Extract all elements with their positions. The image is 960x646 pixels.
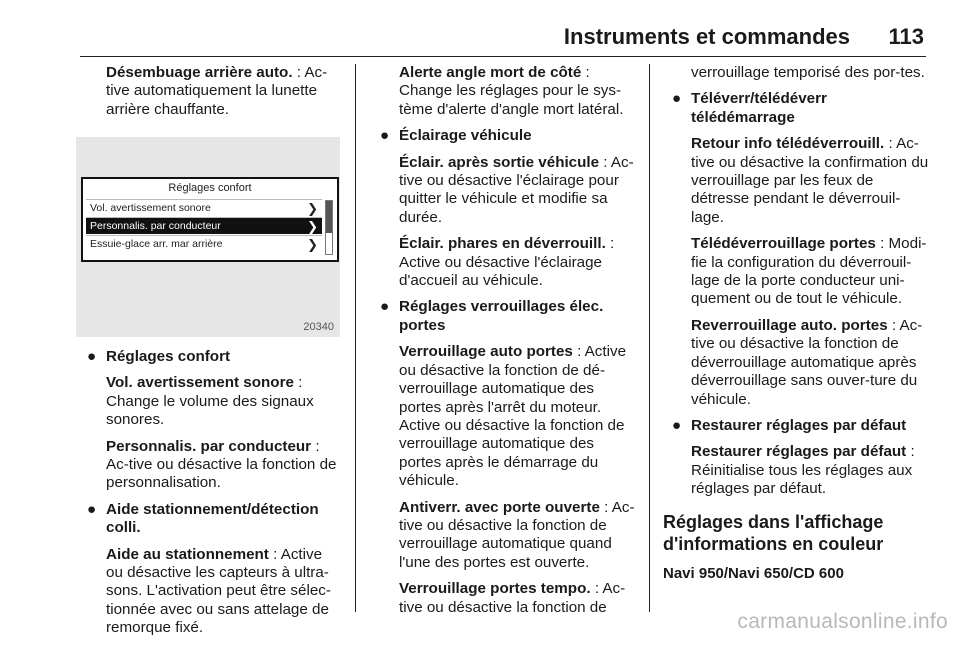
figure-number: 20340: [303, 321, 334, 333]
column-1-lower: [87, 348, 340, 646]
column-divider-2: [649, 64, 650, 612]
bullet-parking-assist: ● Aide stationnement/détection colli.: [87, 500, 319, 537]
subsection-heading: Navi 950/Navi 650/CD 600: [663, 564, 844, 582]
paragraph-delayed-lock: Verrouillage portes tempo. : Ac-tive ou désactive la fonction de: [399, 580, 626, 616]
paragraph-unlock-feedback: Retour info télédéverrouill. : Ac-tive ou désactive la confirmation du verrouillage par les feux de détresse pendant le déverrouil-lage.: [691, 135, 929, 226]
menu-item-volume[interactable]: Vol. avertissement sonore ❯: [86, 199, 322, 216]
bullet-door-locks: ● Réglages verrouillages élec. portes: [380, 298, 604, 334]
scrollbar[interactable]: [325, 200, 333, 255]
column-divider-1: [355, 64, 356, 612]
column-1: [106, 64, 340, 127]
bullet-dot-icon: ●: [672, 90, 682, 108]
bullet-dot-icon: ●: [672, 416, 682, 434]
column-3: [663, 64, 929, 583]
bullet-comfort-settings: ● Réglages confort: [87, 348, 231, 365]
settings-screen-figure: [76, 137, 340, 337]
paragraph-auto-lock: Verrouillage auto portes : Active ou désactive la fonction de dé-verrouillage automatique des portes après l'arrêt du moteur. Active ou désactive la fonction de verrouillage automatique des portes après le démarrage du véhicule.: [399, 343, 627, 490]
scrollbar-thumb[interactable]: [326, 201, 332, 233]
paragraph-rear-defog: Désembuage arrière auto. : Ac-tive automatiquement la lunette arrière chauffante.: [106, 64, 328, 118]
paragraph-parking: Aide au stationnement : Active ou désactive les capteurs à ultra-sons. L'activation peut être sélec-tionnée avec ou sans attelage de remorque fixé.: [106, 545, 331, 637]
paragraph-welcome-lighting: Éclair. phares en déverrouill. : Active ou désactive l'éclairage d'accueil au véhicule.: [399, 235, 615, 290]
page-header: [0, 0, 960, 58]
watermark: carmanualsonline.info: [737, 610, 948, 633]
display-screen: [81, 177, 339, 262]
paragraph-personalization: Personnalis. par conducteur : Ac-tive ou désactive la fonction de personnalisation.: [106, 437, 337, 492]
paragraph-exit-lighting: Éclair. après sortie véhicule : Ac-tive ou désactive l'éclairage pour quitter le véhicule et modifie sa durée.: [399, 153, 634, 226]
chevron-right-icon: ❯: [307, 237, 318, 252]
screen-title: Réglages confort: [168, 182, 252, 194]
paragraph-remote-unlock: Télédéverrouillage portes : Modi-fie la configuration du déverrouil-lage de la porte conducteur uni-quement ou de tout le véhicule.: [691, 235, 927, 308]
section-title: Instruments et commandes: [563, 24, 850, 49]
bullet-dot-icon: ●: [380, 298, 390, 316]
bullet-vehicle-lighting: ● Éclairage véhicule: [380, 127, 532, 145]
paragraph-blind-spot: Alerte angle mort de côté : Change les réglages pour le sys-tème d'alerte d'angle mort latéral.: [399, 64, 624, 118]
bullet-remote-lock: ● Téléverr/télédéverr télédémarrage: [672, 90, 827, 126]
section-heading: Réglages dans l'affichage d'informations en couleur: [663, 511, 884, 554]
chevron-right-icon: ❯: [307, 201, 318, 216]
paragraph-auto-relock: Reverrouillage auto. portes : Ac-tive ou désactive la fonction de déverrouillage automatique après déverrouillage sans ouver-ture du véhicule.: [691, 316, 923, 408]
bullet-dot-icon: ●: [87, 348, 97, 365]
menu-item-personalization[interactable]: Personnalis. par conducteur ❯: [86, 217, 322, 234]
menu-item-rear-wiper[interactable]: Essuie-glace arr. mar arrière ❯: [86, 235, 322, 252]
paragraph-delayed-lock-cont: verrouillage temporisé des por-tes.: [691, 64, 925, 81]
paragraph-restore-defaults: Restaurer réglages par défaut : Réinitialise tous les réglages aux réglages par défaut.: [691, 443, 915, 498]
bullet-dot-icon: ●: [87, 500, 97, 518]
paragraph-open-door-antilock: Antiverr. avec porte ouverte : Ac-tive ou désactive la fonction de verrouillage automatique quand l'une des portes est ouverte.: [399, 498, 635, 571]
paragraph-volume: Vol. avertissement sonore : Change le volume des signaux sonores.: [106, 374, 314, 429]
page-number: 113: [888, 24, 924, 49]
header-divider: [80, 56, 926, 57]
chevron-right-icon: ❯: [307, 219, 318, 234]
bullet-dot-icon: ●: [380, 127, 390, 145]
column-2: [380, 64, 635, 625]
bullet-restore-defaults: ● Restaurer réglages par défaut: [672, 416, 907, 434]
